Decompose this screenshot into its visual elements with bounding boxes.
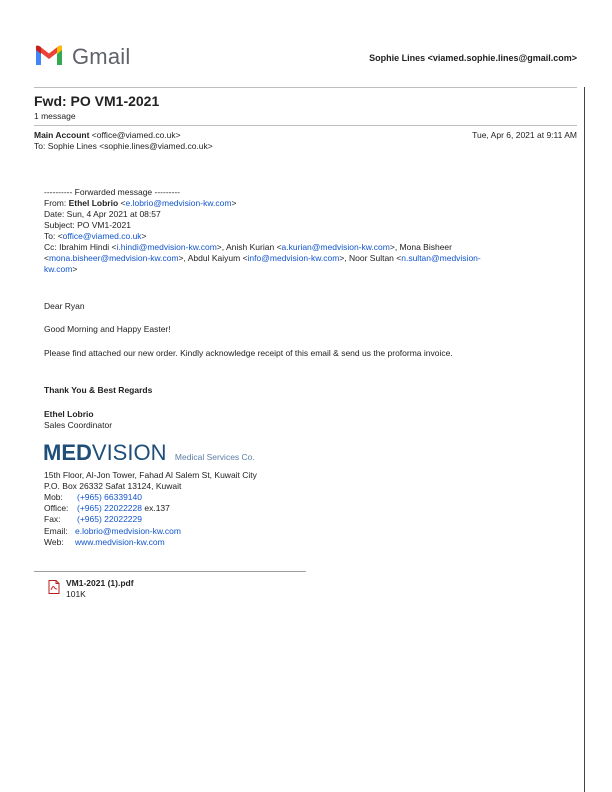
forward-from-name: Ethel Lobrio: [68, 198, 119, 208]
cc-text-5: >, Noor Sultan <: [339, 253, 402, 263]
message-to: To: Sophie Lines <sophie.lines@viamed.co.uk>: [34, 141, 213, 151]
forward-cc: [44, 242, 554, 275]
contact-email: [44, 526, 181, 537]
cc-label: Cc: Ibrahim Hindi <: [44, 242, 117, 252]
forward-to-email-link[interactable]: office@viamed.co.uk: [62, 231, 142, 241]
cc-open-4: <: [44, 253, 49, 263]
greeting: Dear Ryan: [44, 301, 85, 311]
header-divider: [34, 87, 577, 88]
cc-email-link-1[interactable]: i.hindi@medvision-kw.com: [116, 242, 217, 252]
web-label: Web:: [44, 537, 64, 547]
logo-subtitle: Medical Services Co.: [174, 452, 255, 462]
to-label: To: <: [44, 231, 63, 241]
gmail-logo: [34, 42, 134, 72]
office-label: Office:: [44, 503, 69, 513]
gmail-wordmark: Gmail: [72, 44, 131, 69]
cc-text-3: >, Mona Bisheer: [389, 242, 452, 252]
page-edge-line: [584, 87, 585, 792]
signature-title: Sales Coordinator: [44, 420, 113, 430]
office-link[interactable]: (+965) 22022228: [77, 503, 142, 513]
mob-label: Mob:: [44, 492, 63, 502]
forward-separator: ---------- Forwarded message ---------: [44, 187, 180, 197]
contact-fax: [44, 514, 142, 525]
email-label: Email:: [44, 526, 68, 536]
contact-web: [44, 537, 165, 548]
mob-link[interactable]: (+965) 66339140: [77, 492, 142, 502]
to-end: >: [141, 231, 147, 241]
gmail-m-icon: [34, 45, 64, 67]
company-address-1: 15th Floor, Al-Jon Tower, Fahad Al Salem St, Kuwait City: [44, 470, 257, 480]
attachment[interactable]: [48, 578, 188, 602]
attachment-divider: [34, 571, 306, 572]
from-label: From:: [44, 198, 69, 208]
web-link[interactable]: www.medvision-kw.com: [75, 537, 165, 547]
contact-office: [44, 503, 170, 514]
logo-med: MED: [43, 440, 92, 465]
forward-subject: Subject: PO VM1-2021: [44, 220, 131, 230]
cc-text-4: >, Abdul Kaiyum <: [178, 253, 248, 263]
forward-from-email-link[interactable]: e.lobrio@medvision-kw.com: [125, 198, 232, 208]
cc-text-2: >, Anish Kurian <: [216, 242, 282, 252]
cc-email-link-4[interactable]: info@medvision-kw.com: [247, 253, 340, 263]
forward-to: [44, 231, 554, 242]
logo-vision: VISION: [91, 440, 167, 465]
forward-from: From: Ethel Lobrio <e.lobrio@medvision-kw.com>: [44, 198, 237, 208]
medvision-logo: [43, 440, 255, 466]
cc-end: >: [72, 264, 78, 274]
attachment-name[interactable]: VM1-2021 (1).pdf: [66, 578, 134, 588]
message-count: 1 message: [34, 111, 76, 121]
cc-email-link-5b[interactable]: kw.com: [44, 264, 73, 274]
fax-link[interactable]: (+965) 22022229: [77, 514, 142, 524]
cc-email-link-5a[interactable]: n.sultan@medvision-: [401, 253, 481, 263]
body-line-1: Good Morning and Happy Easter!: [44, 324, 171, 334]
sender-email: <office@viamed.co.uk>: [91, 130, 181, 140]
company-address-2: P.O. Box 26332 Safat 13124, Kuwait: [44, 481, 182, 491]
cc-email-link-2[interactable]: a.kurian@medvision-kw.com: [281, 242, 390, 252]
office-ext: ex.137: [142, 503, 170, 513]
signature-name: Ethel Lobrio: [44, 409, 94, 419]
subject-divider: [34, 125, 577, 126]
sender-name: Main Account: [34, 130, 90, 140]
account-header: Sophie Lines <viamed.sophie.lines@gmail.com>: [369, 53, 577, 63]
closing: Thank You & Best Regards: [44, 385, 153, 395]
cc-email-link-3[interactable]: mona.bisheer@medvision-kw.com: [48, 253, 179, 263]
message-date: Tue, Apr 6, 2021 at 9:11 AM: [472, 130, 577, 140]
attachment-size: 101K: [66, 589, 86, 599]
forward-date: Date: Sun, 4 Apr 2021 at 08:57: [44, 209, 161, 219]
thread-subject: Fwd: PO VM1-2021: [34, 93, 160, 109]
pdf-icon: [48, 580, 60, 594]
forwarded-header: [44, 187, 554, 275]
message-from: [34, 130, 181, 141]
contact-mob: [44, 492, 142, 503]
email-link[interactable]: e.lobrio@medvision-kw.com: [75, 526, 181, 536]
body-line-2: Please find attached our new order. Kindly acknowledge receipt of this email & send us the proforma invoice.: [44, 348, 453, 358]
fax-label: Fax:: [44, 514, 61, 524]
